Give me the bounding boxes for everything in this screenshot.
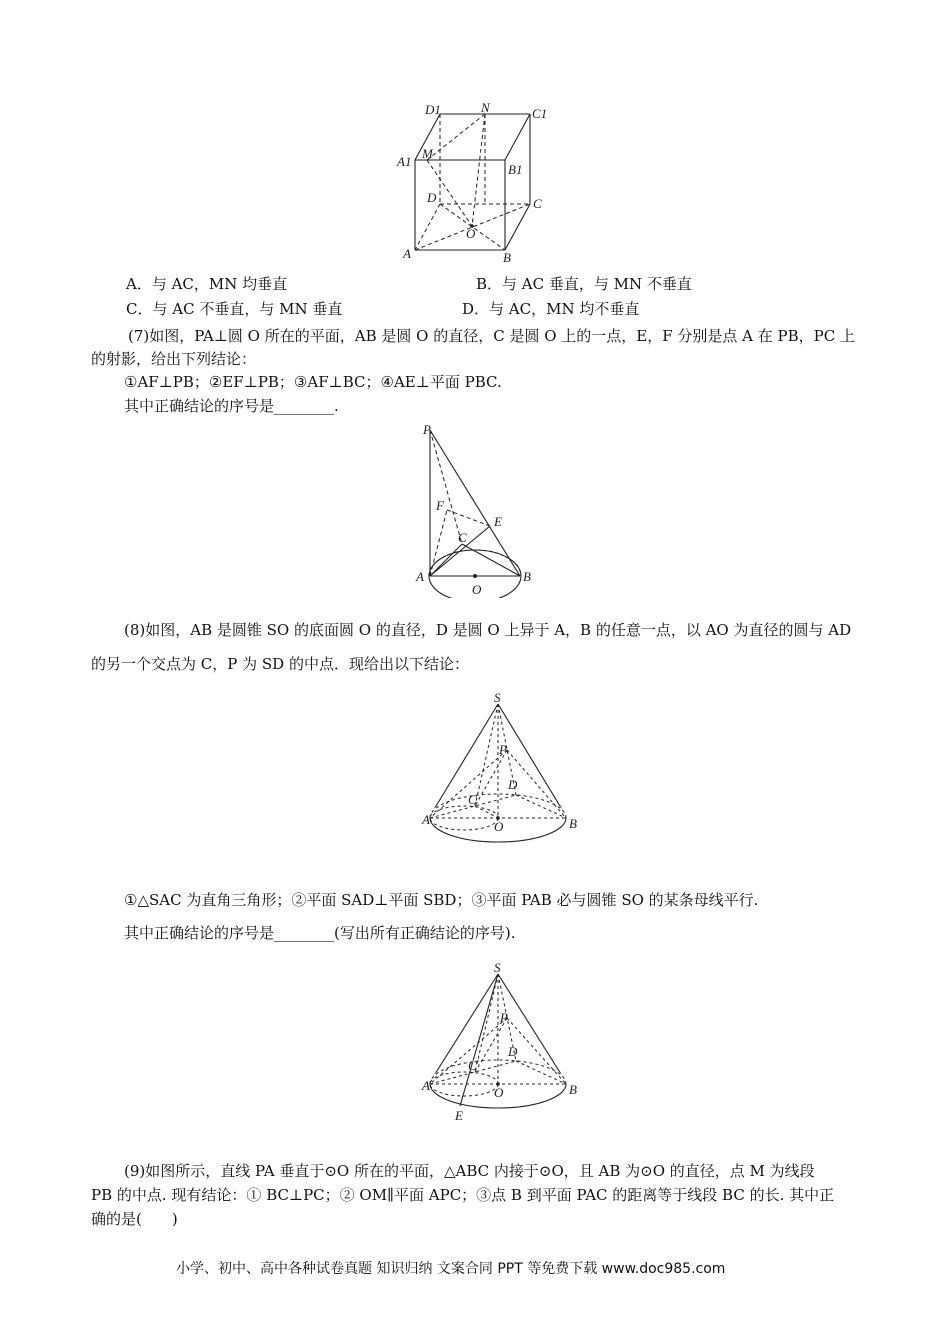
label-c: C bbox=[468, 1058, 477, 1073]
q8-line2: 的另一个交点为 C，P 为 SD 的中点．现给出以下结论： bbox=[91, 655, 469, 673]
label-d1: D1 bbox=[425, 102, 441, 117]
label-b: B bbox=[569, 1082, 577, 1097]
label-d: D bbox=[508, 777, 518, 792]
option-d: D．与 AC，MN 均不垂直 bbox=[462, 300, 640, 318]
label-c: C bbox=[468, 792, 477, 807]
label-b1: B1 bbox=[508, 162, 523, 177]
label-a1: A1 bbox=[397, 154, 412, 169]
label-p: P bbox=[500, 1010, 508, 1025]
label-s: S bbox=[494, 960, 501, 975]
label-e: E bbox=[494, 514, 502, 529]
label-a: A bbox=[422, 1078, 430, 1093]
q7-line3: ①AF⊥PB；②EF⊥PB；③AF⊥BC；④AE⊥平面 PBC. bbox=[124, 373, 502, 391]
q7-line4: 其中正确结论的序号是________. bbox=[124, 397, 339, 415]
q8-line1: (8)如图，AB 是圆锥 SO 的底面圆 O 的直径，D 是圆 O 上异于 A，B 的任意一点，以 AO 为直径的圆与 AD bbox=[124, 621, 852, 639]
label-n: N bbox=[481, 100, 490, 115]
label-a: A bbox=[416, 569, 424, 584]
label-c: C bbox=[458, 530, 467, 545]
option-b: B．与 AC 垂直，与 MN 不垂直 bbox=[476, 275, 692, 293]
q7-line1: (7)如图，PA⊥圆 O 所在的平面，AB 是圆 O 的直径，C 是圆 O 上的一点，E，F 分别是点 A 在 PB，PC 上 bbox=[128, 327, 855, 345]
q9-line3: 确的是( ) bbox=[91, 1210, 178, 1228]
q8-line3: ①△SAC 为直角三角形；②平面 SAD⊥平面 SBD；③平面 PAB 必与圆锥 SO 的某条母线平行. bbox=[124, 891, 759, 909]
page-footer: 小学、初中、高中各种试卷真题 知识归纳 文案合同 PPT 等免费下载 www.doc985.com bbox=[176, 1261, 726, 1277]
label-s: S bbox=[494, 690, 501, 705]
label-d: D bbox=[508, 1044, 518, 1059]
label-b: B bbox=[503, 250, 511, 265]
label-c1: C1 bbox=[532, 106, 548, 121]
pyramid-figure bbox=[410, 418, 550, 598]
q7-line2: 的射影，给出下列结论： bbox=[91, 350, 257, 368]
cone-figure-2 bbox=[418, 960, 578, 1125]
label-c: C bbox=[533, 196, 542, 211]
label-o: O bbox=[494, 1085, 504, 1100]
q9-line2: PB 的中点. 现有结论：① BC⊥PC；② OM∥平面 APC；③点 B 到平面 PAC 的距离等于线段 BC 的长. 其中正 bbox=[91, 1186, 835, 1204]
label-m: M bbox=[422, 146, 433, 161]
label-b: B bbox=[523, 569, 531, 584]
label-o: O bbox=[472, 582, 482, 597]
label-d: D bbox=[427, 190, 437, 205]
label-p: P bbox=[423, 422, 431, 437]
label-a: A bbox=[403, 246, 411, 261]
option-c: C．与 AC 不垂直，与 MN 垂直 bbox=[126, 300, 343, 318]
label-o: O bbox=[494, 819, 504, 834]
label-f: F bbox=[436, 498, 444, 513]
option-a: A．与 AC，MN 均垂直 bbox=[126, 275, 288, 293]
q9-line1: (9)如图所示，直线 PA 垂直于⊙O 所在的平面，△ABC 内接于⊙O，且 AB 为⊙O 的直径，点 M 为线段 bbox=[124, 1162, 815, 1180]
cone-figure-1 bbox=[418, 690, 578, 850]
q8-line4: 其中正确结论的序号是________(写出所有正确结论的序号). bbox=[124, 924, 516, 942]
label-a: A bbox=[422, 812, 430, 827]
label-p: P bbox=[499, 742, 507, 757]
label-b: B bbox=[569, 816, 577, 831]
cube-figure bbox=[395, 100, 555, 265]
label-o: O bbox=[466, 226, 476, 241]
label-e: E bbox=[455, 1108, 463, 1123]
